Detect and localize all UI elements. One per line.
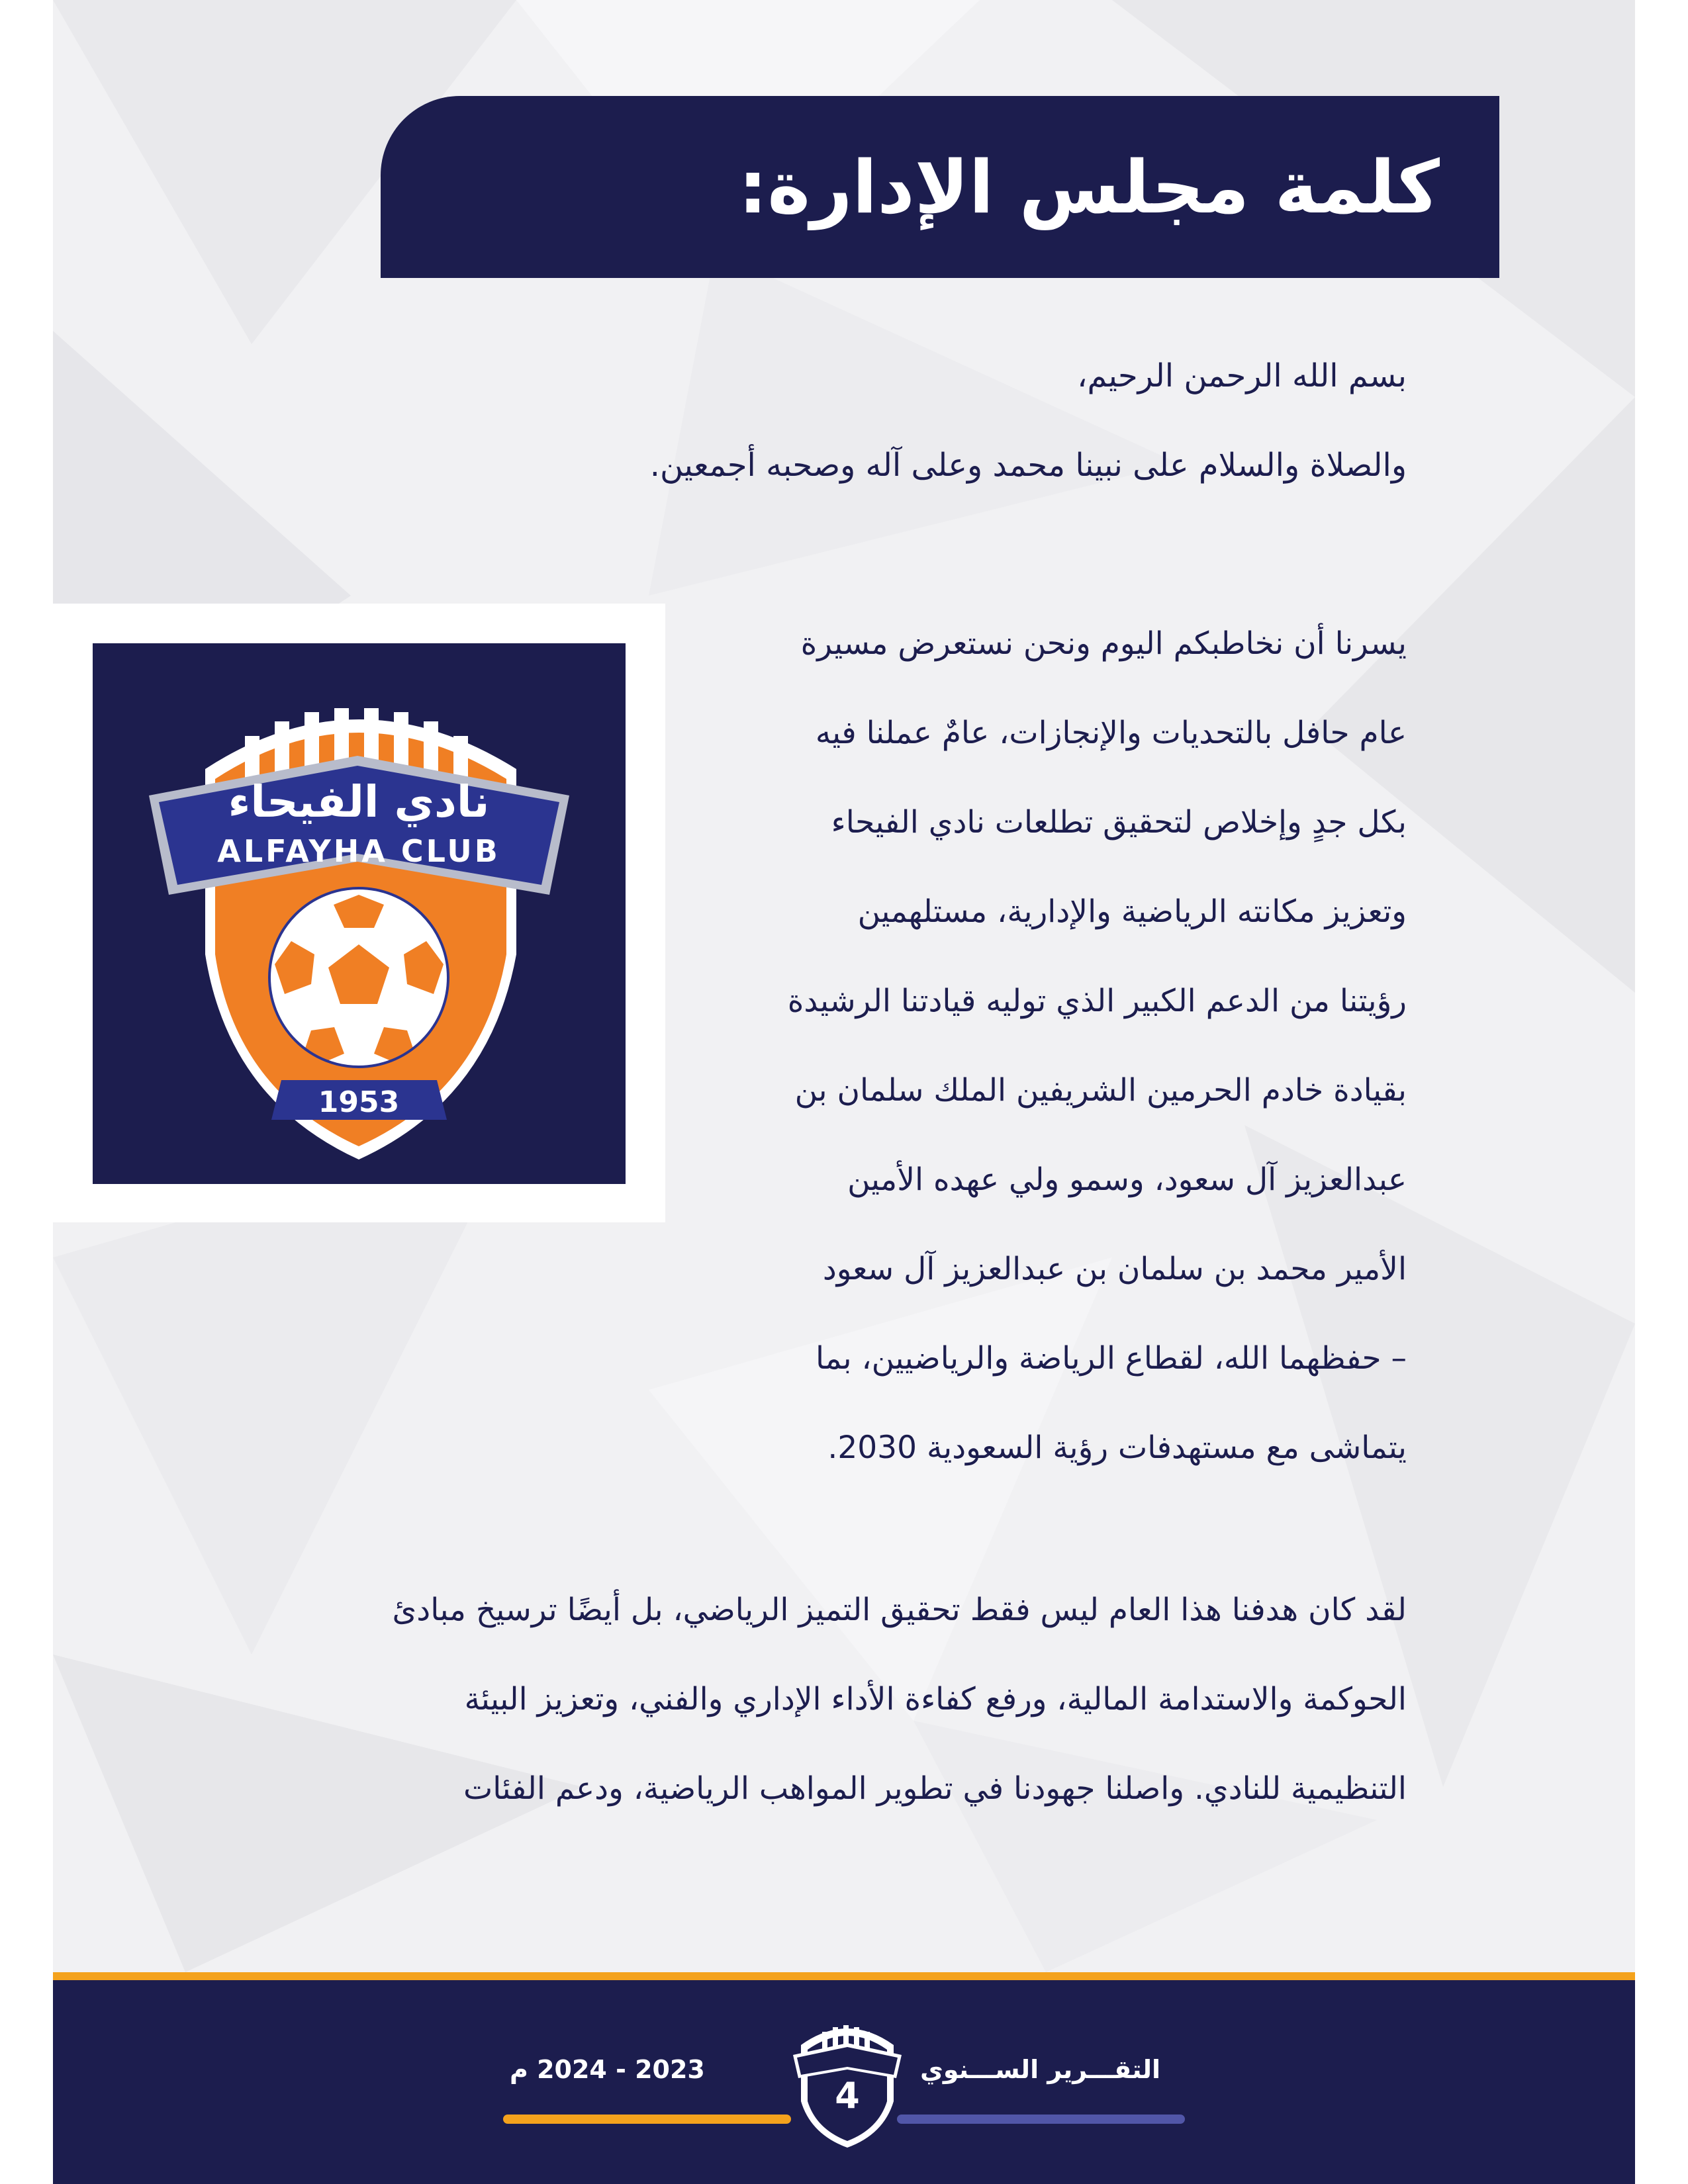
club-logo-icon: [93, 643, 626, 1184]
page-number: 4: [835, 2075, 860, 2116]
title-banner: [381, 96, 1499, 278]
footer-blue-bar: [897, 2115, 1185, 2124]
footer: [53, 1972, 1635, 2184]
paragraph1-line-6: بقيادة خادم الحرمين الشريفين الملك سلمان بن: [794, 1072, 1407, 1109]
footer-years: 2023 - 2024 م: [510, 2055, 705, 2084]
paragraph1-line-8: الأمير محمد بن سلمان بن عبدالعزيز آل سعود: [822, 1251, 1407, 1287]
footer-report-label: التقـــرير الســـنوي: [920, 2055, 1160, 2084]
greeting-line-1: بسم الله الرحمن الرحيم،: [1077, 357, 1407, 394]
page: [53, 0, 1635, 2184]
paragraph1-line-3: بكل جدٍ وإخلاص لتحقيق تطلعات نادي الفيحاء: [831, 804, 1407, 841]
paragraph2-line-1: لقد كان هدفنا هذا العام ليس فقط تحقيق التميز الرياضي، بل أيضًا ترسيخ مبادئ: [392, 1592, 1407, 1628]
paragraph1-line-5: رؤيتنا من الدعم الكبير الذي توليه قيادتنا الرشيدة: [787, 983, 1407, 1019]
paragraph1-line-2: عام حافل بالتحديات والإنجازات، عامٌ عملنا فيه: [815, 715, 1407, 751]
footer-logo-icon: [788, 2009, 907, 2154]
logo-frame: [53, 604, 665, 1222]
logo-box: [93, 643, 626, 1184]
paragraph1-line-7: عبدالعزيز آل سعود، وسمو ولي عهده الأمين: [847, 1161, 1407, 1198]
paragraph1-line-1: يسرنا أن نخاطبكم اليوم ونحن نستعرض مسيرة: [800, 625, 1407, 662]
paragraph2-line-3: التنظيمية للنادي. واصلنا جهودنا في تطوير المواهب الرياضية، ودعم الفئات: [463, 1770, 1407, 1807]
paragraph1-line-9: – حفظهما الله، لقطاع الرياضة والرياضيين، بما: [815, 1340, 1407, 1377]
footer-accent-line: [53, 1972, 1635, 1980]
footer-orange-bar: [503, 2115, 791, 2124]
logo-arabic-name: نادي الفيحاء: [228, 776, 490, 827]
logo-year: 1953: [318, 1085, 400, 1119]
paragraph1-line-4: وتعزيز مكانته الرياضية والإدارية، مستلهمين: [857, 893, 1407, 930]
paragraph1-line-10: يتماشى مع مستهدفات رؤية السعودية 2030.: [827, 1430, 1407, 1466]
greeting-line-2: والصلاة والسلام على نبينا محمد وعلى آله وصحبه أجمعين.: [649, 447, 1407, 484]
page-title: كلمة مجلس الإدارة:: [738, 144, 1440, 230]
logo-english-name: ALFAYHA CLUB: [217, 833, 500, 869]
paragraph2-line-2: الحوكمة والاستدامة المالية، ورفع كفاءة الأداء الإداري والفني، وتعزيز البيئة: [464, 1681, 1407, 1717]
